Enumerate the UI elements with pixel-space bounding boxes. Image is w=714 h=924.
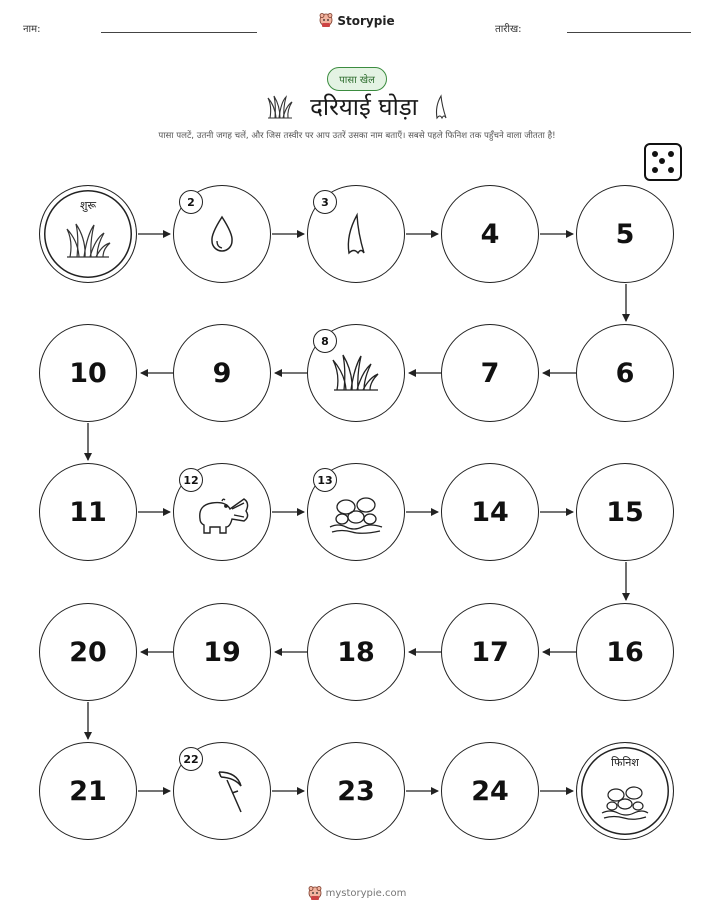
board-cell-9[interactable] — [173, 324, 271, 422]
board-cell-16[interactable] — [576, 603, 674, 701]
board-cell-23[interactable] — [307, 742, 405, 840]
grass-icon — [64, 221, 112, 261]
board-cell-14[interactable] — [441, 463, 539, 561]
cell-number: 5 — [615, 218, 635, 250]
cell-number: 17 — [471, 636, 509, 668]
name-label: नाम: — [23, 24, 41, 35]
board-cell-8[interactable] — [307, 324, 405, 422]
cell-number: 7 — [480, 357, 500, 389]
cell-number: 11 — [69, 496, 107, 528]
cell-number: 10 — [69, 357, 107, 389]
board-cell-18[interactable] — [307, 603, 405, 701]
board-cell-15[interactable] — [576, 463, 674, 561]
cell-number-badge: 13 — [313, 468, 337, 492]
cell-number: 6 — [615, 357, 635, 389]
cell-number: 24 — [471, 775, 509, 807]
cell-number: 9 — [212, 357, 232, 389]
board-cell-20[interactable] — [39, 603, 137, 701]
hippo-family-icon — [600, 779, 650, 821]
cell-number: 16 — [606, 636, 644, 668]
board-cell-22[interactable] — [173, 742, 271, 840]
cell-number-badge: 22 — [179, 747, 203, 771]
start-cell[interactable] — [39, 185, 137, 283]
storypie-mascot-icon — [308, 886, 322, 901]
board-cell-17[interactable] — [441, 603, 539, 701]
board-cell-6[interactable] — [576, 324, 674, 422]
game-type-badge: पासा खेल — [327, 67, 387, 91]
footer-url[interactable]: mystorypie.com — [325, 888, 407, 899]
board-cell-4[interactable] — [441, 185, 539, 283]
cell-number: 19 — [203, 636, 241, 668]
cell-number-badge: 8 — [313, 329, 337, 353]
board-cell-5[interactable] — [576, 185, 674, 283]
page-title: दरियाई घोड़ा — [310, 93, 418, 121]
cell-number-badge: 2 — [179, 190, 203, 214]
water-drop-icon — [207, 214, 237, 254]
finish-cell[interactable] — [576, 742, 674, 840]
brand-name: Storypie — [337, 13, 395, 28]
board-cell-24[interactable] — [441, 742, 539, 840]
board-cell-13[interactable] — [307, 463, 405, 561]
cell-number-badge: 12 — [179, 468, 203, 492]
hippo-icon — [192, 489, 252, 535]
date-label: तारीख: — [495, 24, 522, 35]
finish-label: फिनिश — [611, 756, 639, 769]
board-cell-19[interactable] — [173, 603, 271, 701]
cell-number: 21 — [69, 775, 107, 807]
hippo-family-icon — [328, 489, 384, 535]
cell-number: 4 — [480, 218, 500, 250]
board-cell-11[interactable] — [39, 463, 137, 561]
cell-number: 15 — [606, 496, 644, 528]
board-cell-12[interactable] — [173, 463, 271, 561]
footer — [0, 886, 714, 901]
board-cell-2[interactable] — [173, 185, 271, 283]
cell-number: 18 — [337, 636, 375, 668]
grass-icon — [331, 352, 381, 394]
board-cell-7[interactable] — [441, 324, 539, 422]
board-cell-10[interactable] — [39, 324, 137, 422]
hippo-tooth-icon — [343, 211, 369, 257]
board-cell-21[interactable] — [39, 742, 137, 840]
cell-number: 14 — [471, 496, 509, 528]
cell-number: 23 — [337, 775, 375, 807]
start-label: शुरू — [79, 199, 97, 212]
cell-number-badge: 3 — [313, 190, 337, 214]
scythe-icon — [197, 766, 247, 816]
instructions-text: पासा पलटें, उतनी जगह चलें, और जिस तस्वीर पर आप उतरें उसका नाम बताएँ। सबसे पहले फिनिश तक पहुँचने वाला जीतता है! — [158, 131, 556, 141]
board-cell-3[interactable] — [307, 185, 405, 283]
cell-number: 20 — [69, 636, 107, 668]
